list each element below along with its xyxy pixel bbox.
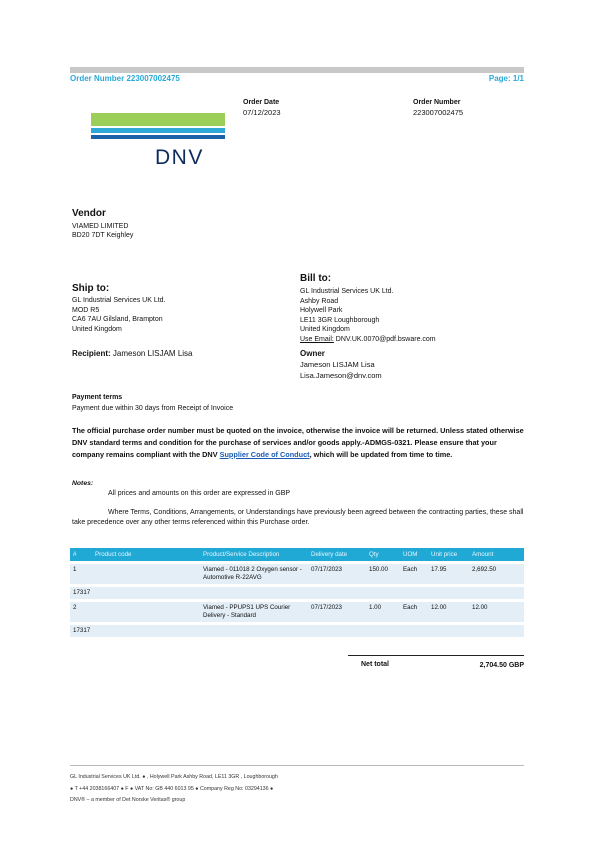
logo-text: DNV xyxy=(155,146,204,169)
notes-title: Notes: xyxy=(72,480,94,487)
bill-to-line: LE11 3GR Loughborough xyxy=(300,316,380,324)
ship-to-line: CA6 7AU Gilsland, Brampton xyxy=(72,316,163,323)
cell-subcode: 17317 xyxy=(70,625,524,637)
supplier-code-link[interactable]: Supplier Code of Conduct xyxy=(219,450,310,459)
vendor-line: VIAMED LIMITED xyxy=(72,223,129,230)
table-subrow xyxy=(70,625,524,637)
cell-desc: Viamed - PPUPS1 UPS Courier Delivery - Standard xyxy=(200,602,308,622)
footer-member: DNV® – a member of Det Norske Veritas® group xyxy=(70,797,186,803)
bill-to-title: Bill to: xyxy=(300,273,332,284)
payment-text: Payment due within 30 days from Receipt of Invoice xyxy=(72,405,234,412)
table-row xyxy=(70,602,524,622)
ship-to-line: MOD R5 xyxy=(72,306,100,314)
cell-price: 17.95 xyxy=(428,564,469,584)
order-number-title: Order Number 223007002475 xyxy=(70,74,180,83)
bill-to-address xyxy=(300,287,436,344)
bill-to-line: Holywell Park xyxy=(300,307,343,314)
cell-amount: 2,692.50 xyxy=(469,564,524,584)
bill-to-email xyxy=(300,335,436,345)
notes-line: Where Terms, Conditions, Arrangements, or Understandings have previously been agreed between the contracting parties, these shall take precedence over any other terms referenced within this Purchase order. xyxy=(72,509,524,526)
order-number-label: Order Number xyxy=(413,99,461,106)
cell-code xyxy=(92,564,200,584)
ship-to-line: GL Industrial Services UK Ltd. xyxy=(72,297,166,304)
vendor-line: BD20 7DT Keighley xyxy=(72,232,134,239)
email-value[interactable]: DNV.UK.0070@pdf.bsware.com xyxy=(335,335,436,343)
terms-notice xyxy=(72,425,524,461)
recipient-value: Jameson LISJAM Lisa xyxy=(112,349,193,358)
bill-to-line: United Kingdom xyxy=(300,326,350,333)
payment-title: Payment terms xyxy=(72,394,123,401)
cell-num: 2 xyxy=(70,602,92,622)
recipient xyxy=(72,349,193,358)
email-label: Use Email: xyxy=(300,335,334,343)
footer-divider xyxy=(70,765,524,766)
header-bar xyxy=(70,67,524,73)
recipient-label: Recipient: xyxy=(72,349,111,358)
net-total-label: Net total xyxy=(361,661,389,668)
cell-subcode: 17317 xyxy=(70,587,524,599)
cell-date: 07/17/2023 xyxy=(308,564,366,584)
vendor-title: Vendor xyxy=(72,208,106,219)
items-table xyxy=(70,548,524,637)
col-header: Amount xyxy=(469,548,524,561)
col-header: Product code xyxy=(92,548,200,561)
notice-text: The official purchase order number must be quoted on the invoice, otherwise the invoice will be returned. Unless stated otherwise DNV standard terms and condition for the purchase of services and/or goods apply.-ADMGS-0321. Please ensure that your company remains compliant with the DNV xyxy=(72,426,524,459)
cell-amount: 12.00 xyxy=(469,602,524,622)
owner-block xyxy=(300,359,382,381)
logo-cyan-bar xyxy=(91,128,225,133)
logo-blue-bar xyxy=(91,135,225,139)
bill-to-line: Ashby Road xyxy=(300,297,339,305)
cell-qty: 1.00 xyxy=(366,602,400,622)
notice-text: , which will be updated from time to time. xyxy=(309,450,453,459)
col-header: UOM xyxy=(400,548,428,561)
cell-qty: 150.00 xyxy=(366,564,400,584)
col-header: Unit price xyxy=(428,548,469,561)
ship-to-address xyxy=(72,296,166,334)
owner-title: Owner xyxy=(300,349,325,358)
col-header: Product/Service Description xyxy=(200,548,308,561)
cell-desc: Viamed - 011018 2 Oxygen sensor - Automotive R-22AVG xyxy=(200,564,308,584)
cell-price: 12.00 xyxy=(428,602,469,622)
table-subrow xyxy=(70,587,524,599)
footer-address: GL Industrial Services UK Ltd. ● , Holywell Park Ashby Road, LE11 3GR , Loughborough xyxy=(70,774,278,780)
cell-uom: Each xyxy=(400,602,428,622)
bill-to-line: GL Industrial Services UK Ltd. xyxy=(300,288,394,295)
notes-line: All prices and amounts on this order are expressed in GBP xyxy=(108,490,291,497)
order-number-value: 223007002475 xyxy=(413,108,464,117)
table-header-row xyxy=(70,548,524,561)
ship-to-title: Ship to: xyxy=(72,283,110,294)
col-header: Delivery date xyxy=(308,548,366,561)
order-date-value: 07/12/2023 xyxy=(243,108,281,117)
owner-email[interactable]: Lisa.Jameson@dnv.com xyxy=(300,371,382,380)
owner-name: Jameson LISJAM Lisa xyxy=(300,360,375,369)
col-header: # xyxy=(70,548,92,561)
cell-num: 1 xyxy=(70,564,92,584)
order-date-label: Order Date xyxy=(243,99,280,106)
logo-green-bar xyxy=(91,113,225,126)
col-header: Qty xyxy=(366,548,400,561)
table-row xyxy=(70,564,524,584)
cell-uom: Each xyxy=(400,564,428,584)
total-divider xyxy=(348,655,524,656)
ship-to-line: United Kingdom xyxy=(72,325,122,333)
page-indicator: Page: 1/1 xyxy=(488,74,524,83)
cell-date: 07/17/2023 xyxy=(308,602,366,622)
cell-code xyxy=(92,602,200,622)
footer-contact: ● T +44 2038166407 ● F ● VAT No: GB 440 6013 95 ● Company Reg No: 03294136 ● xyxy=(70,786,274,792)
net-total-value: 2,704.50 GBP xyxy=(479,662,524,669)
